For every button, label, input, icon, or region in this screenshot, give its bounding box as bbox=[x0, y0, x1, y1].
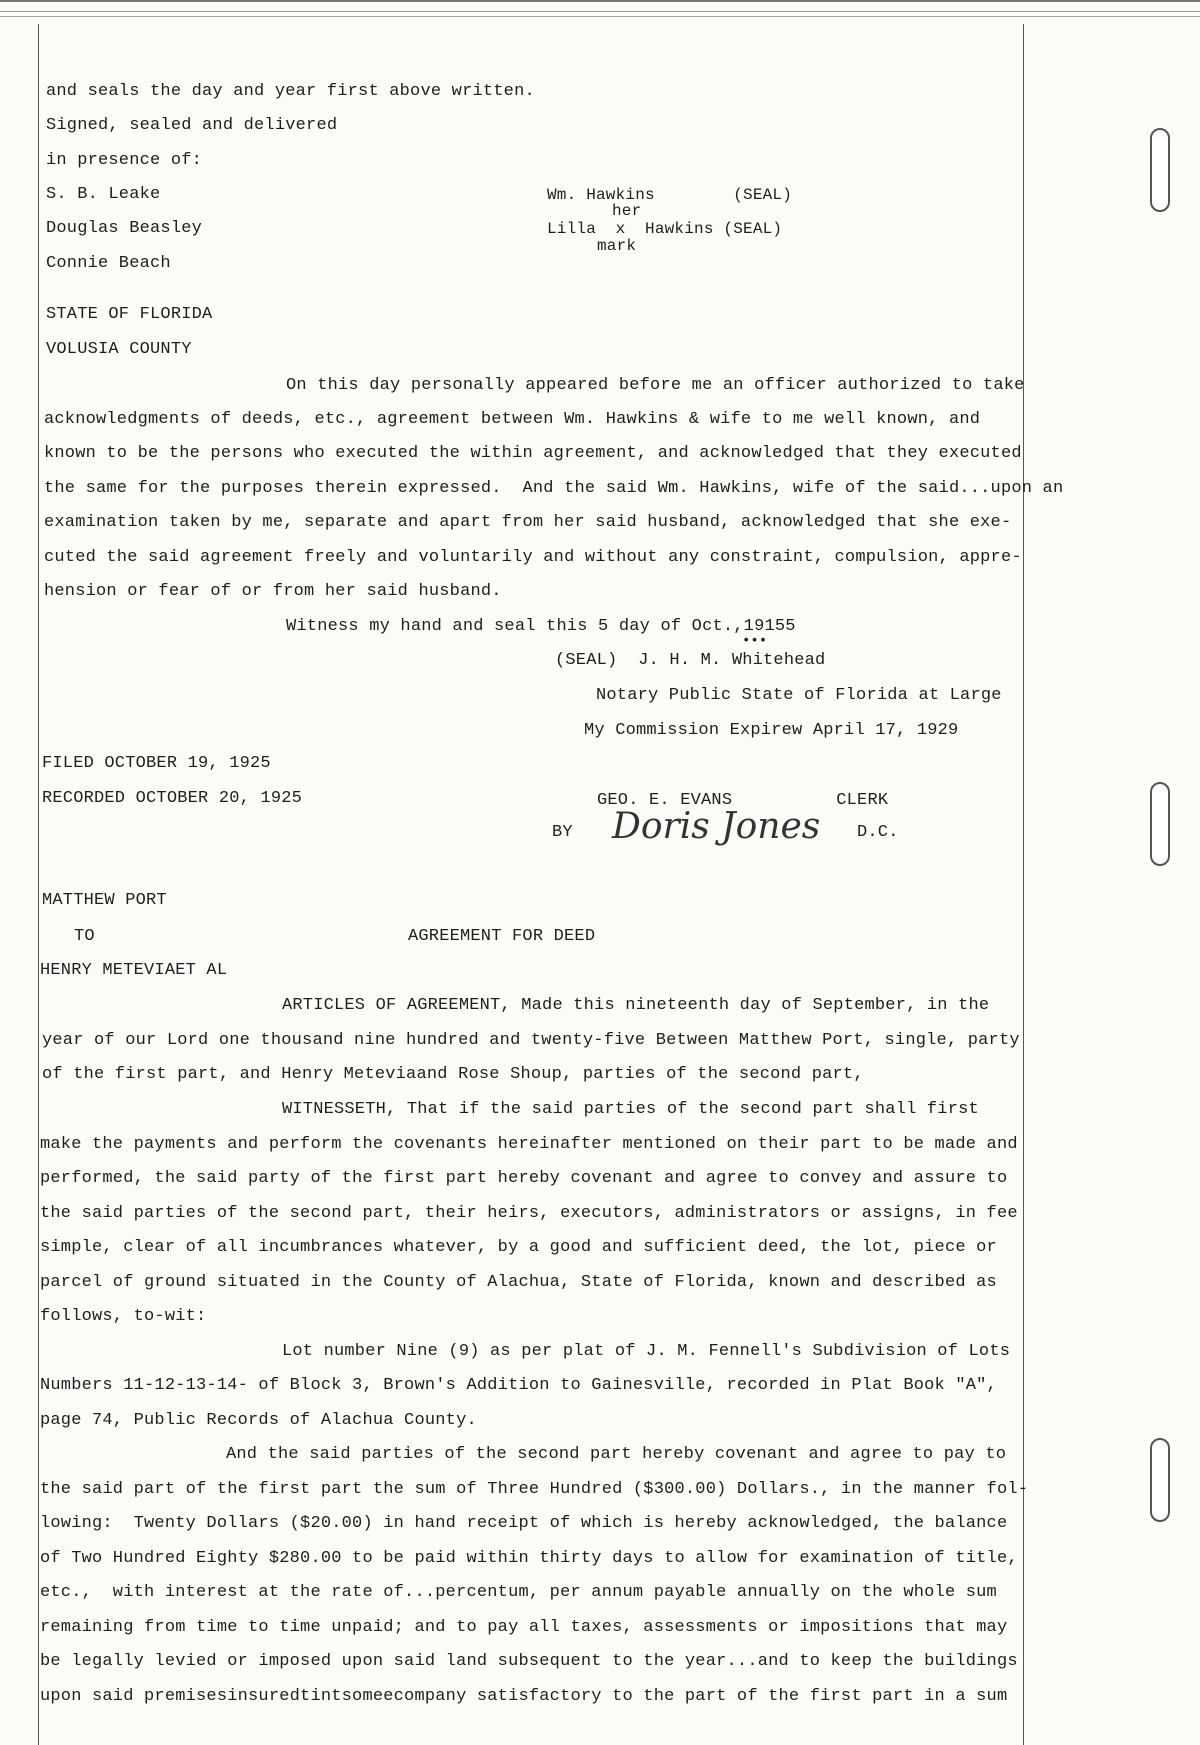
binder-ring-icon bbox=[1150, 1438, 1170, 1522]
body-line: make the payments and perform the covenants hereinafter mentioned on their part to be made and bbox=[40, 1135, 1018, 1154]
grantee-name: HENRY METEVIAET AL bbox=[40, 961, 228, 980]
body-line: be legally levied or imposed upon said land subsequent to the year...and to keep the buildings bbox=[40, 1652, 1018, 1671]
deputy-clerk-label: D.C. bbox=[857, 823, 899, 842]
signer-line: Wm. Hawkins (SEAL) bbox=[547, 186, 793, 204]
clerk-name: GEO. E. EVANS CLERK bbox=[597, 791, 889, 810]
body-line: parcel of ground situated in the County of Alachua, State of Florida, known and described as bbox=[40, 1273, 997, 1292]
body-line: ARTICLES OF AGREEMENT, Made this nineteenth day of September, in the bbox=[282, 996, 990, 1015]
body-line: lowing: Twenty Dollars ($20.00) in hand receipt of which is hereby acknowledged, the balance bbox=[40, 1514, 1008, 1533]
witness-name: S. B. Leake bbox=[46, 185, 161, 204]
left-margin-line bbox=[38, 24, 39, 1745]
signer-her: her bbox=[612, 202, 642, 220]
to-label: TO bbox=[74, 927, 95, 946]
closing-line: and seals the day and year first above written. bbox=[46, 82, 535, 101]
dots-mark: ••• bbox=[742, 633, 768, 649]
ack-line: hension or fear of or from her said husband. bbox=[44, 582, 502, 601]
body-line: Lot number Nine (9) as per plat of J. M. Fennell's Subdivision of Lots bbox=[282, 1342, 1011, 1361]
body-line: etc., with interest at the rate of...percentum, per annum payable annually on the whole sum bbox=[40, 1583, 997, 1602]
body-line: of the first part, and Henry Meteviaand Rose Shoup, parties of the second part, bbox=[42, 1065, 864, 1084]
body-line: page 74, Public Records of Alachua County. bbox=[40, 1411, 477, 1430]
ack-line: acknowledgments of deeds, etc., agreement between Wm. Hawkins & wife to me well known, and bbox=[44, 410, 981, 429]
witness-name: Douglas Beasley bbox=[46, 219, 203, 238]
signed-sealed-line: Signed, sealed and delivered bbox=[46, 116, 338, 135]
ack-line: known to be the persons who executed the within agreement, and acknowledged that they executed bbox=[44, 444, 1022, 463]
commission-expiry: My Commission Expirew April 17, 1929 bbox=[584, 721, 959, 740]
witness-hand-line: Witness my hand and seal this 5 day of Oct.,19155 bbox=[286, 617, 796, 636]
ack-line: examination taken by me, separate and apart from her said husband, acknowledged that she exe- bbox=[44, 513, 1012, 532]
top-rule-secondary bbox=[0, 16, 1200, 17]
body-line: WITNESSETH, That if the said parties of the second part shall first bbox=[282, 1100, 979, 1119]
body-line: year of our Lord one thousand nine hundred and twenty-five Between Matthew Port, single, party bbox=[42, 1031, 1020, 1050]
clerk-signature: Doris Jones bbox=[612, 806, 821, 847]
notary-name: (SEAL) J. H. M. Whitehead bbox=[555, 651, 826, 670]
presence-line: in presence of: bbox=[46, 151, 203, 170]
ack-line: On this day personally appeared before me an officer authorized to take bbox=[286, 376, 1025, 395]
body-line: the said parties of the second part, their heirs, executors, administrators or assigns, in fee bbox=[40, 1204, 1018, 1223]
body-line: And the said parties of the second part hereby covenant and agree to pay to bbox=[226, 1445, 1007, 1464]
body-line: performed, the said party of the first part hereby covenant and agree to convey and assure to bbox=[40, 1169, 1008, 1188]
state-heading: STATE OF FLORIDA bbox=[46, 305, 213, 324]
body-line: Numbers 11-12-13-14- of Block 3, Brown's Addition to Gainesville, recorded in Plat Book "A", bbox=[40, 1376, 997, 1395]
body-line: upon said premisesinsuredtintsomeecompany satisfactory to the part of the first part in a sum bbox=[40, 1687, 1008, 1706]
body-line: remaining from time to time unpaid; and to pay all taxes, assessments or impositions that may bbox=[40, 1618, 1008, 1637]
county-heading: VOLUSIA COUNTY bbox=[46, 340, 192, 359]
top-rule bbox=[0, 0, 1200, 12]
body-line: of Two Hundred Eighty $280.00 to be paid within thirty days to allow for examination of title, bbox=[40, 1549, 1018, 1568]
signer-mark: mark bbox=[597, 237, 637, 255]
ack-line: the same for the purposes therein expressed. And the said Wm. Hawkins, wife of the said...upon an bbox=[44, 479, 1064, 498]
binder-ring-icon bbox=[1150, 782, 1170, 866]
filed-date: FILED OCTOBER 19, 1925 bbox=[42, 754, 271, 773]
notary-title: Notary Public State of Florida at Large bbox=[596, 686, 1002, 705]
signer-line: Lilla x Hawkins (SEAL) bbox=[547, 220, 783, 238]
recorded-date: RECORDED OCTOBER 20, 1925 bbox=[42, 789, 303, 808]
by-label: BY bbox=[552, 823, 573, 842]
body-line: simple, clear of all incumbrances whatever, by a good and sufficient deed, the lot, piece or bbox=[40, 1238, 997, 1257]
document-title: AGREEMENT FOR DEED bbox=[408, 927, 596, 946]
ack-line: cuted the said agreement freely and voluntarily and without any constraint, compulsion, appre- bbox=[44, 548, 1022, 567]
body-line: follows, to-wit: bbox=[40, 1307, 207, 1326]
grantor-name: MATTHEW PORT bbox=[42, 891, 167, 910]
body-line: the said part of the first part the sum of Three Hundred ($300.00) Dollars., in the manner fol- bbox=[40, 1480, 1029, 1499]
witness-name: Connie Beach bbox=[46, 254, 171, 273]
binder-ring-icon bbox=[1150, 128, 1170, 212]
